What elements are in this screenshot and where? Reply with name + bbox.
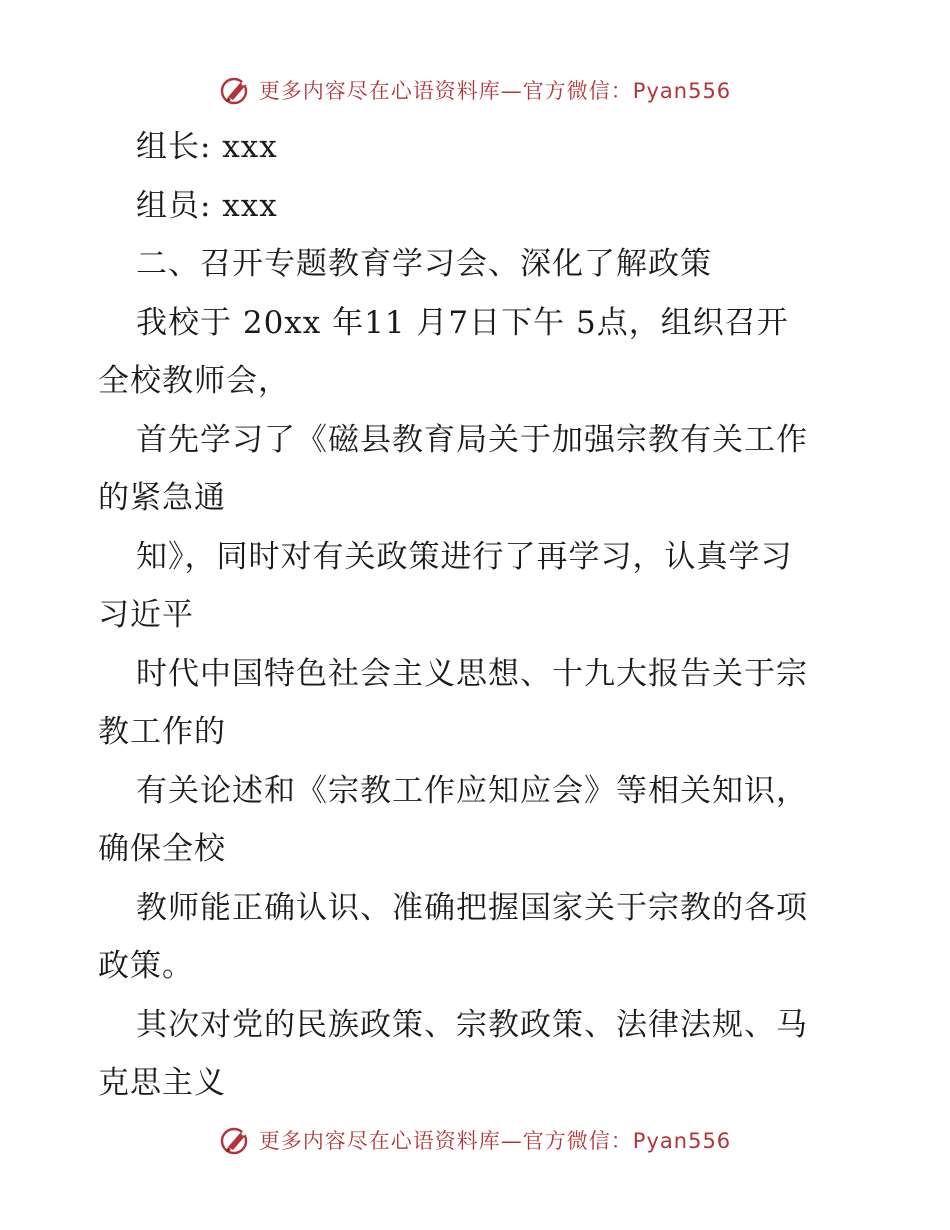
text-line: 克思主义: [98, 1065, 226, 1101]
footer-watermark-banner: [0, 1120, 950, 1160]
text-line: 全校教师会，: [98, 363, 290, 399]
watermark-text: 更多内容尽在心语资料库—官方微信：Pyan556: [258, 79, 732, 103]
header-watermark-banner: [0, 70, 950, 110]
text-line: 组长: xxx: [136, 129, 278, 165]
text-line: 时代中国特色社会主义思想、十九大报告关于宗: [136, 655, 808, 692]
text-line: 我校于 20xx 年11 月7日下午 5点，组织召开: [136, 304, 789, 341]
document-body: [98, 118, 858, 1113]
pen-logo-icon: [219, 1123, 253, 1157]
text-line: 确保全校: [98, 831, 226, 867]
text-line: 知》，同时对有关政策进行了再学习，认真学习: [136, 538, 793, 575]
text-line: 组员: xxx: [136, 187, 278, 224]
text-line: 习近平: [98, 597, 194, 633]
text-line: 有关论述和《宗教工作应知应会》等相关知识，: [136, 772, 808, 809]
text-line: 的紧急通: [98, 480, 226, 516]
text-line: 教师能正确认识、准确把握国家关于宗教的各项: [136, 889, 808, 926]
text-line: 教工作的: [98, 714, 226, 750]
watermark-text: 更多内容尽在心语资料库—官方微信：Pyan556: [258, 1129, 732, 1153]
text-line: 首先学习了《磁县教育局关于加强宗教有关工作: [136, 421, 808, 458]
section-heading: 二、召开专题教育学习会、深化了解政策: [136, 246, 712, 282]
text-line: 其次对党的民族政策、宗教政策、法律法规、马: [136, 1006, 808, 1043]
pen-logo-icon: [219, 73, 253, 107]
text-line: 政策。: [98, 948, 194, 984]
